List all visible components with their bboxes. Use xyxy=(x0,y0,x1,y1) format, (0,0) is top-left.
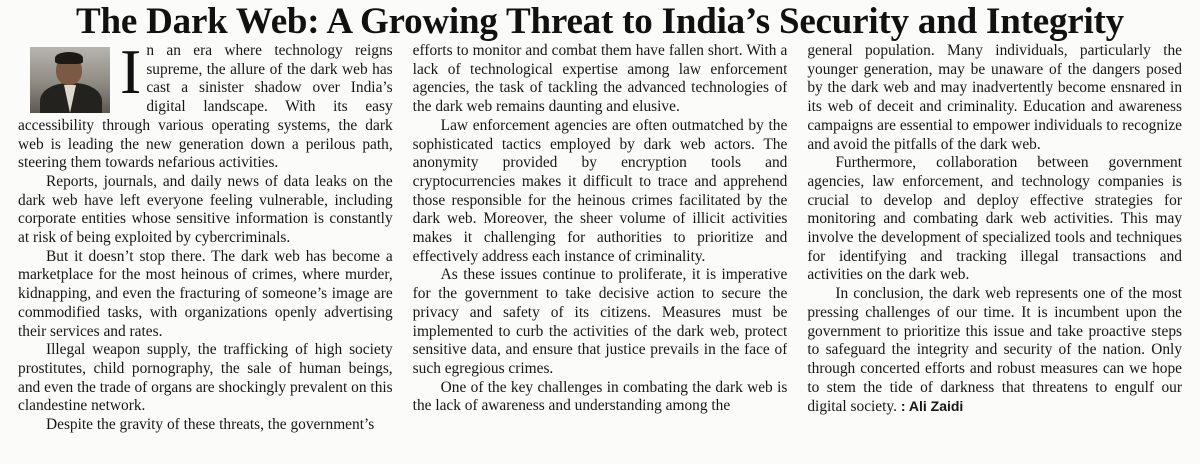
paragraph: Furthermore, collaboration between government agencies, law enforcement, and technology companies is crucial to develop and deploy effective strategies for monitoring and combating dark web activities. This may involve the development of specialized tools and techniques for identifying and tracking illegal transactions and activities on the dark web. xyxy=(807,154,1183,284)
drop-cap: I xyxy=(120,42,142,107)
paragraph: One of the key challenges in combating the dark web is the lack of awareness and understanding among the xyxy=(412,378,788,415)
column-3 xyxy=(807,42,1182,464)
column-1 xyxy=(18,42,393,464)
paragraph: Reports, journals, and daily news of data leaks on the dark web have left everyone feeling vulnerable, including corporate entities whose sensitive information is constantly at risk of being exploited by cybercriminals. xyxy=(18,172,393,247)
paragraph: Law enforcement agencies are often outmatched by the sophisticated tactics employed by dark web actors. The anonymity provided by encryption tools and cryptocurrencies makes it difficult to trace and apprehend those responsible for the heinous crimes facilitated by the dark web. Moreover, the sheer volume of illicit activities makes it challenging for authorities to prioritize and effectively address each instance of criminality. xyxy=(412,116,788,265)
paragraph: As these issues continue to proliferate, it is imperative for the government to take decisive action to secure the privacy and safety of its citizens. Measures must be implemented to curb the activities of the dark web, protect sensitive data, and ensure that justice prevails in the face of such egregious crimes. xyxy=(412,266,788,377)
paragraph: Illegal weapon supply, the trafficking of high society prostitutes, child pornography, the sale of human beings, and even the trade of organs are shockingly prevalent on this clandestine network. xyxy=(18,341,393,415)
paragraph: n an era where technology reigns supreme, the allure of the dark web has cast a sinister shadow over India’s digital landscape. With its easy accessibility through various operating systems, the dark web is leading the new generation down a perilous path, steering them towards nefarious activities. xyxy=(18,42,393,172)
paragraph: Despite the gravity of these threats, the government’s xyxy=(46,416,375,434)
article-body xyxy=(18,42,1182,464)
paragraph: general population. Many individuals, particularly the younger generation, may be unaware of the dangers posed by the dark web and may inadvertently become ensnared in its web of deceit and criminality. Education and awareness campaigns are essential to empower individuals to recognize and avoid the pitfalls of the dark web. xyxy=(807,42,1183,153)
headline: The Dark Web: A Growing Threat to India’s Security and Integrity xyxy=(76,1,1124,42)
column-2 xyxy=(413,42,788,464)
paragraph-text: In conclusion, the dark web represents one of the most pressing challenges of our time. It is incumbent upon the government to prioritize this issue and take proactive steps to safeguard the integrity and security of the nation. Only through concerted efforts and robust measures can we hope to stem the tide of darkness that threatens to engulf our digital society. xyxy=(807,285,1183,416)
author-photo xyxy=(30,47,110,113)
paragraph xyxy=(807,285,1182,417)
author-byline: : Ali Zaidi xyxy=(900,398,964,415)
paragraph: efforts to monitor and combat them have fallen short. With a lack of technological expertise among law enforcement agencies, the task of tackling the advanced technologies of the dark web remains daunting and elusive. xyxy=(412,42,788,116)
paragraph: But it doesn’t stop there. The dark web has become a marketplace for the most heinous of crimes, where murder, kidnapping, and even the fracturing of someone’s image are commodified tasks, with organizations openly advertising their services and rates. xyxy=(18,247,393,340)
